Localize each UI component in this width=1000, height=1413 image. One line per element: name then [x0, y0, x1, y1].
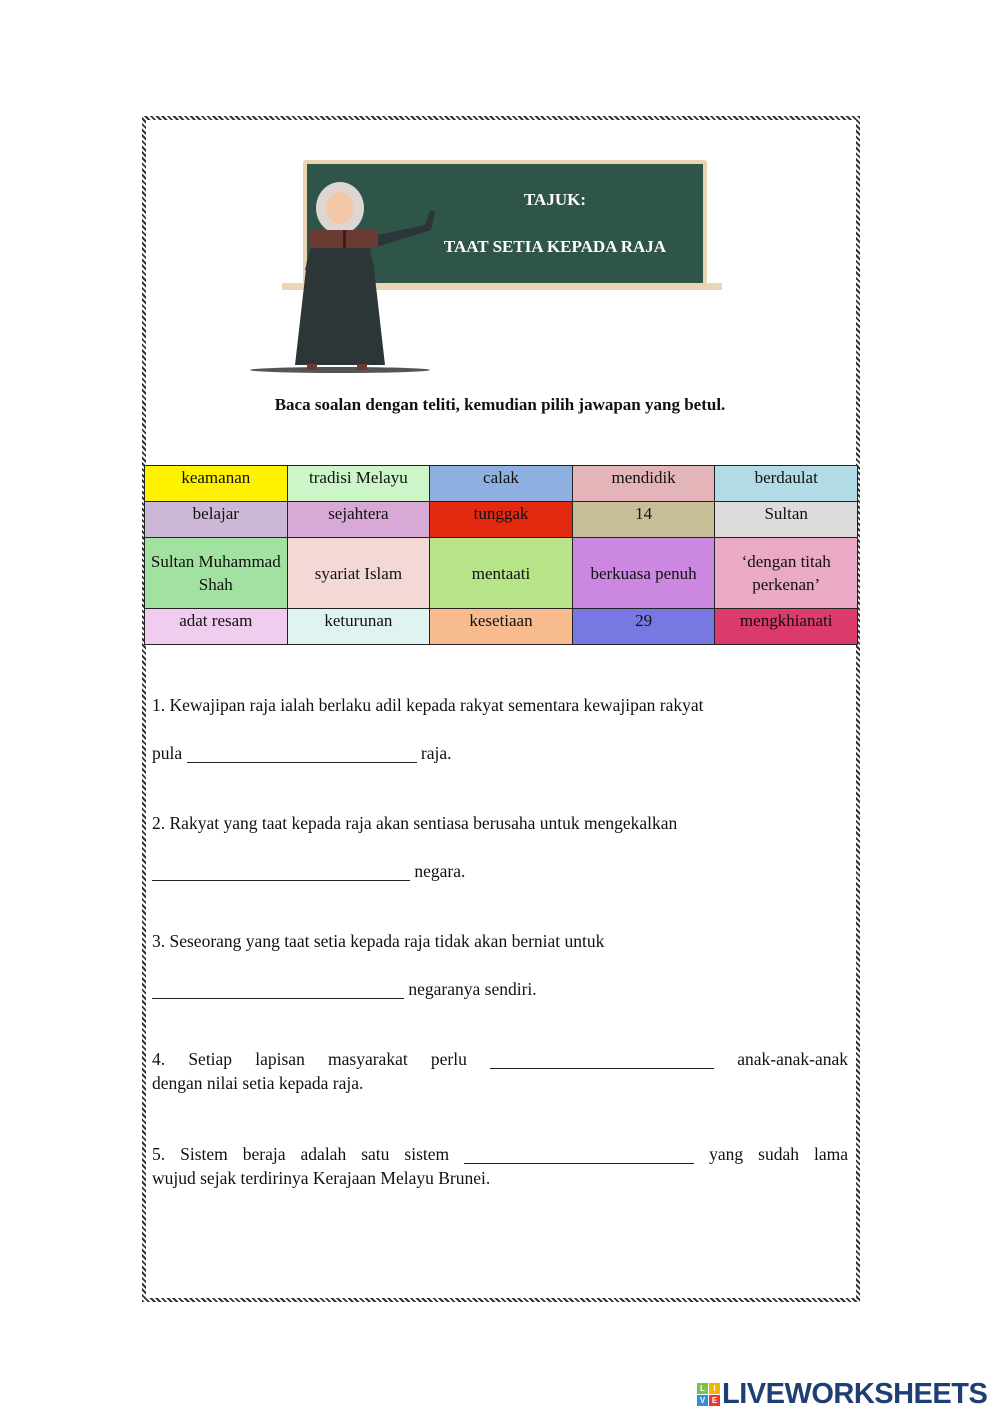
word-bank-cell[interactable]: belajar [145, 502, 288, 538]
question-text: yang sudah lama [709, 1144, 849, 1164]
question-4-line-2: dengan nilai setia kepada raja. [152, 1073, 364, 1093]
logo-letter: V [697, 1395, 708, 1406]
logo-letter: I [709, 1383, 720, 1394]
question-text: pula [152, 743, 183, 763]
word-bank-cell[interactable]: mentaati [430, 538, 573, 609]
question-3 [152, 929, 848, 953]
word-bank-row [145, 609, 858, 645]
word-bank-cell[interactable]: tradisi Melayu [287, 466, 430, 502]
question-2-line-2 [152, 859, 848, 883]
word-bank-cell[interactable]: syariat Islam [287, 538, 430, 609]
word-bank-cell[interactable]: Sultan [715, 502, 858, 538]
teacher-illustration [245, 180, 445, 375]
word-bank-cell[interactable]: adat resam [145, 609, 288, 645]
word-bank-table [144, 465, 858, 645]
word-bank-cell[interactable]: keturunan [287, 609, 430, 645]
word-bank-row [145, 466, 858, 502]
question-1 [152, 693, 848, 717]
logo-letter: L [697, 1383, 708, 1394]
word-bank-cell[interactable]: Sultan Muhammad Shah [145, 538, 288, 609]
question-text: 4. Setiap lapisan masyarakat perlu [152, 1049, 467, 1069]
question-text: 2. Rakyat yang taat kepada raja akan sentiasa berusaha untuk mengekalkan [152, 813, 678, 833]
question-text: 5. Sistem beraja adalah satu sistem [152, 1144, 450, 1164]
word-bank-cell[interactable]: 29 [572, 609, 715, 645]
question-5-line-2: wujud sejak terdirinya Kerajaan Melayu Brunei. [152, 1168, 491, 1188]
answer-input-4[interactable] [490, 1050, 714, 1069]
question-text: 1. Kewajipan raja ialah berlaku adil kepada rakyat sementara kewajipan rakyat [152, 695, 704, 715]
logo-text: LIVEWORKSHEETS [722, 1378, 988, 1410]
word-bank-cell[interactable]: berdaulat [715, 466, 858, 502]
answer-input-2[interactable] [152, 862, 410, 881]
question-3-line-2 [152, 977, 848, 1001]
liveworksheets-logo[interactable] [697, 1378, 987, 1411]
word-bank-cell[interactable]: calak [430, 466, 573, 502]
answer-input-1[interactable] [187, 744, 417, 763]
logo-letter: E [709, 1395, 720, 1406]
word-bank-cell[interactable]: keamanan [145, 466, 288, 502]
word-bank-cell[interactable]: tunggak [430, 502, 573, 538]
question-text: negara. [414, 861, 466, 881]
question-text: anak-anak-anak [737, 1049, 849, 1069]
instruction-text: Baca soalan dengan teliti, kemudian pilih jawapan yang betul. [274, 395, 726, 414]
title-label: TAJUK: [523, 190, 586, 209]
question-2 [152, 811, 848, 835]
answer-input-3[interactable] [152, 980, 404, 999]
question-text: 3. Seseorang yang taat setia kepada raja tidak akan berniat untuk [152, 931, 605, 951]
word-bank-cell[interactable]: mendidik [572, 466, 715, 502]
word-bank-cell[interactable]: 14 [572, 502, 715, 538]
word-bank-cell[interactable]: mengkhianati [715, 609, 858, 645]
word-bank-cell[interactable]: kesetiaan [430, 609, 573, 645]
question-text: negaranya sendiri. [408, 979, 537, 999]
word-bank-cell[interactable]: ‘dengan titah perkenan’ [715, 538, 858, 609]
question-text: raja. [420, 743, 452, 763]
logo-icon [697, 1383, 720, 1406]
word-bank-row [145, 538, 858, 609]
question-1-line-2 [152, 741, 848, 765]
question-5 [152, 1142, 848, 1166]
word-bank-row [145, 502, 858, 538]
question-4 [152, 1047, 848, 1071]
answer-input-5[interactable] [464, 1145, 694, 1164]
word-bank-cell[interactable]: sejahtera [287, 502, 430, 538]
word-bank-cell[interactable]: berkuasa penuh [572, 538, 715, 609]
worksheet-title: TAAT SETIA KEPADA RAJA [443, 237, 667, 256]
